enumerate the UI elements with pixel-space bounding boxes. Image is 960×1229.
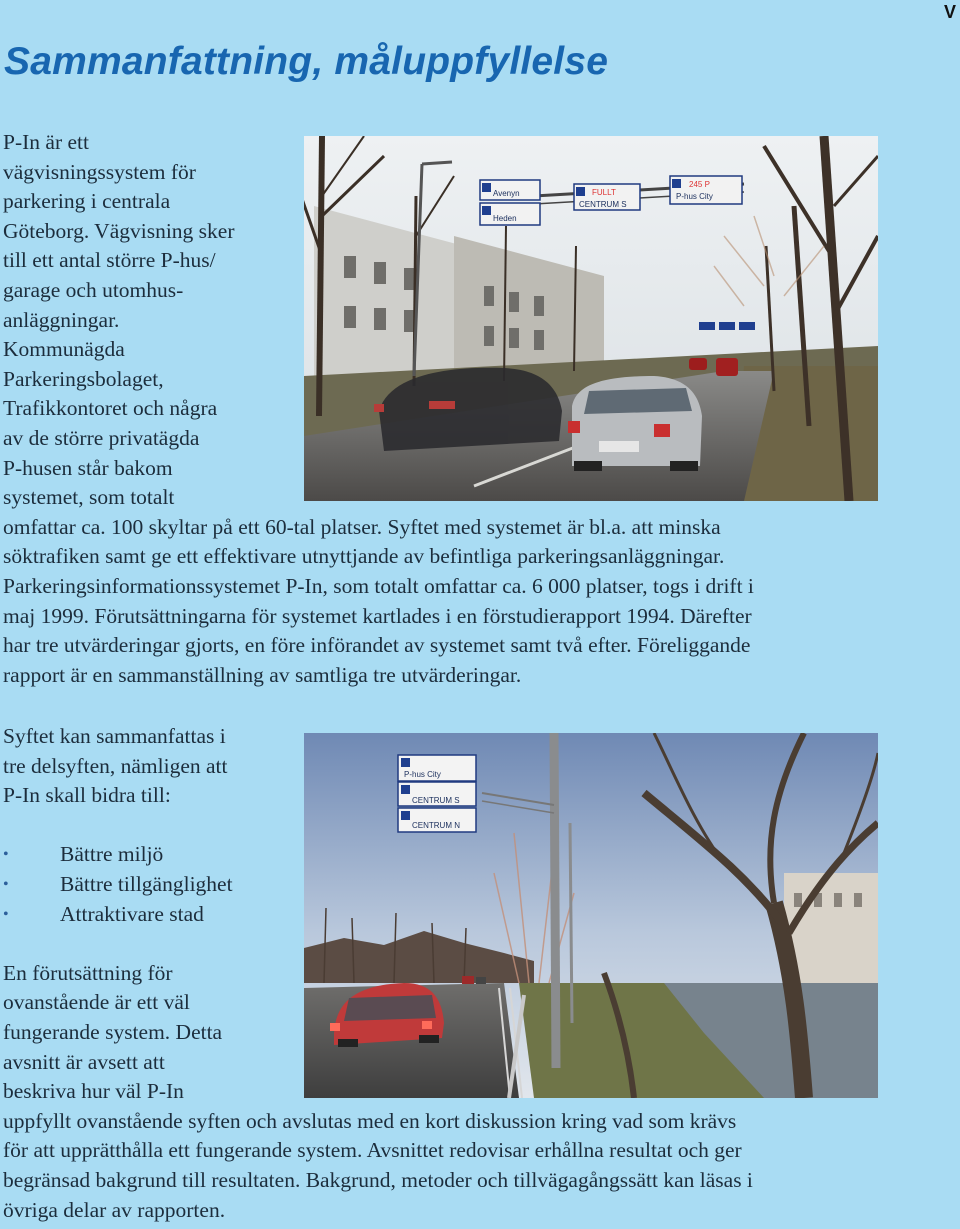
- text-line: Göteborg. Vägvisning sker: [3, 218, 235, 243]
- page-number: V: [943, 2, 956, 22]
- text-line: tre delsyften, nämligen att: [3, 753, 228, 778]
- text-line: har tre utvärderingar gjorts, en före införandet av systemet samt två efter. Föreliggande: [3, 633, 751, 658]
- list-item: • Bättre tillgänglighet: [3, 870, 753, 900]
- text-line: rapport är en sammanställning av samtliga tre utvärderingar.: [3, 662, 522, 687]
- sign-text: Avenyn: [493, 189, 520, 198]
- text-line: Kommunägda: [3, 337, 125, 362]
- text-line: av de större privatägda: [3, 425, 200, 450]
- text-line: Parkeringsinformationssystemet P-In, som totalt omfattar ca. 6 000 platser, togs i drift i: [3, 573, 754, 598]
- text-line: beskriva hur väl P-In: [3, 1079, 184, 1104]
- text-line: söktrafiken samt ge ett effektivare utnyttjande av befintliga parkeringsanläggningar.: [3, 544, 725, 569]
- text-line: fungerande system. Detta: [3, 1019, 223, 1044]
- sign-text: P-hus City: [676, 192, 713, 201]
- sign-text: CENTRUM N: [412, 821, 460, 830]
- text-line: En förutsättning för: [3, 960, 173, 985]
- text-line: anläggningar.: [3, 307, 120, 332]
- list-item: • Bättre miljö: [3, 840, 753, 870]
- text-line: omfattar ca. 100 skyltar på ett 60-tal platser. Syftet med systemet är bl.a. att minska: [3, 514, 721, 539]
- text-line: parkering i centrala: [3, 189, 171, 214]
- text-line: Syftet kan sammanfattas i: [3, 724, 226, 748]
- text-line: vägvisningssystem för: [3, 159, 196, 184]
- text-line: maj 1999. Förutsättningarna för systemet kartlades i en förstudierapport 1994. Därefter: [3, 603, 752, 628]
- sign-text: CENTRUM S: [579, 200, 627, 209]
- text-line: till ett antal större P-hus/: [3, 248, 216, 273]
- text-line: garage och utomhus-: [3, 277, 184, 302]
- street-photo-2: [304, 733, 878, 1098]
- text-line: för att upprätthålla ett fungerande system. Avsnittet redovisar erhållna resultat och ger: [3, 1138, 742, 1163]
- list-item: • Attraktivare stad: [3, 900, 753, 930]
- sign-text: 245 P: [689, 180, 710, 189]
- text-line: P-husen står bakom: [3, 455, 173, 480]
- intro-full: [3, 513, 754, 691]
- text-line: begränsad bakgrund till resultaten. Bakgrund, metoder och tillvägagångssätt kan läsas i: [3, 1167, 753, 1192]
- page-title: Sammanfattning, måluppfyllelse: [4, 40, 609, 83]
- text-line: avsnitt är avsett att: [3, 1049, 165, 1074]
- text-line: P-In är ett: [3, 130, 89, 154]
- text-line: P-In skall bidra till:: [3, 783, 171, 808]
- text-line: Trafikkontoret och några: [3, 396, 218, 421]
- sign-text: P-hus City: [404, 770, 441, 779]
- sign-text: FULLT: [592, 188, 616, 197]
- text-line: ovanstående är ett väl: [3, 990, 190, 1015]
- sign-text: Heden: [493, 214, 517, 223]
- sign-text: CENTRUM S: [412, 796, 460, 805]
- text-line: Parkeringsbolaget,: [3, 366, 164, 391]
- text-line: uppfyllt ovanstående syften och avslutas med en kort diskussion kring vad som krävs: [3, 1108, 737, 1133]
- street-photo-1: [304, 136, 878, 501]
- text-line: övriga delar av rapporten.: [3, 1197, 226, 1222]
- text-line: systemet, som totalt: [3, 485, 175, 510]
